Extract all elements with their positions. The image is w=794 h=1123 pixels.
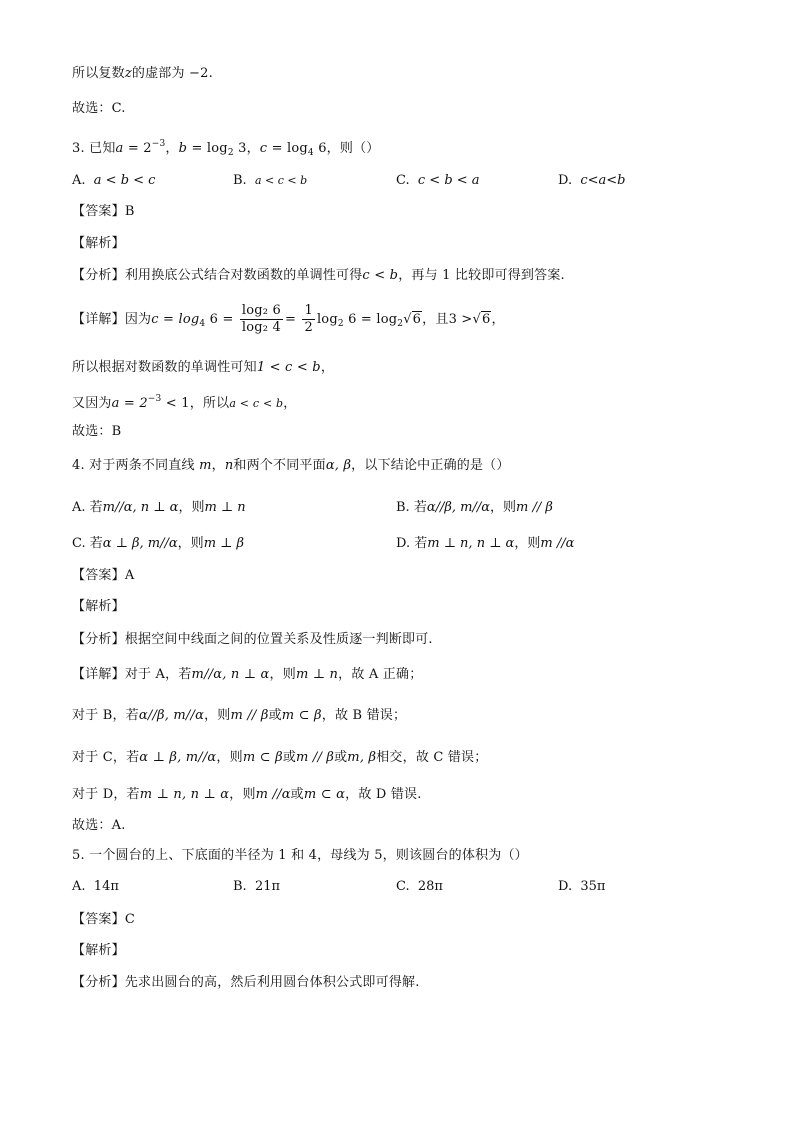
text: 的虚部为 xyxy=(131,66,185,81)
text: 或 xyxy=(268,708,282,723)
math: = 2 xyxy=(123,141,152,156)
sqrt: √6 xyxy=(472,312,491,327)
xiangjie-tag: 【详解】 xyxy=(72,312,125,327)
question-3-stem xyxy=(72,135,379,162)
text: 所以复数 xyxy=(72,66,125,81)
option-label: A. 若 xyxy=(72,500,103,515)
text-line xyxy=(72,390,297,413)
analysis-heading xyxy=(72,598,125,616)
option-a xyxy=(72,878,119,896)
math: 3 > xyxy=(448,312,473,327)
text: ， xyxy=(283,396,297,411)
text: ， xyxy=(165,141,179,156)
math-var: b xyxy=(178,141,188,156)
text: ，故 B 错误； xyxy=(321,708,407,723)
math: = xyxy=(285,312,297,327)
math: m // β xyxy=(230,708,269,723)
text-line xyxy=(72,786,422,804)
math-sup: −3 xyxy=(151,139,166,149)
text-line xyxy=(72,423,121,441)
text: 根据空间中线面之间的位置关系及性质逐一判断即可. xyxy=(124,632,433,647)
question-4-stem xyxy=(72,457,510,475)
option-b xyxy=(396,499,553,517)
math: c < b xyxy=(362,268,399,283)
math: log xyxy=(316,312,338,327)
text: ，以下结论中正确的是（） xyxy=(351,458,510,473)
math-sup: −3 xyxy=(147,394,162,404)
text: ，故 A 正确； xyxy=(338,667,423,682)
math-var: n xyxy=(224,458,234,473)
answer-line xyxy=(72,911,135,929)
option-d xyxy=(558,878,605,896)
math-var: z xyxy=(124,66,132,81)
math: < 1 xyxy=(161,396,190,411)
math: α ⊥ β, m//α xyxy=(139,750,217,765)
fenxi-line xyxy=(72,974,420,992)
analysis-tag: 【解析】 xyxy=(72,599,125,614)
option-premise: m ⊥ n, n ⊥ α xyxy=(427,536,515,551)
text-line xyxy=(72,65,213,83)
option-value: 28π xyxy=(417,879,443,894)
option-premise: α ⊥ β, m//α xyxy=(102,536,178,551)
math: m ⊥ n xyxy=(295,667,339,682)
math-sub: 2 xyxy=(397,319,404,329)
option-label: C. xyxy=(396,173,410,188)
math: α, β xyxy=(325,458,352,473)
text: 故选：A. xyxy=(72,818,126,833)
text: ，再与 1 比较即可得到答案. xyxy=(398,268,565,283)
xiangjie-tag: 【详解】 xyxy=(72,667,125,682)
math-value: −2 xyxy=(189,66,209,81)
fenxi-tag: 【分析】 xyxy=(72,975,125,990)
answer-line xyxy=(72,203,135,221)
math-sub: 2 xyxy=(337,319,344,329)
fraction-denominator: log₂ 4 xyxy=(241,320,282,335)
option-label: C. xyxy=(396,879,410,894)
option-value: 21π xyxy=(254,879,281,894)
fenxi-tag: 【分析】 xyxy=(72,632,125,647)
math: m ⊥ n, n ⊥ α xyxy=(139,787,230,802)
text: ， xyxy=(211,458,225,473)
option-conclusion: m // β xyxy=(516,500,553,515)
text: ， xyxy=(491,312,505,327)
fenxi-line xyxy=(72,267,565,285)
text: ，则 xyxy=(177,536,204,551)
math: m // β xyxy=(296,750,335,765)
text: 利用换底公式结合对数函数的单调性可得 xyxy=(124,268,363,283)
option-value: 14π xyxy=(93,879,119,894)
text-line xyxy=(72,707,406,725)
analysis-tag: 【解析】 xyxy=(72,236,125,251)
analysis-heading xyxy=(72,235,125,253)
math-sub: 4 xyxy=(307,148,314,158)
math: c = log xyxy=(151,312,200,327)
text: 或 xyxy=(334,750,348,765)
option-label: A. xyxy=(72,879,86,894)
text: 或 xyxy=(290,787,304,802)
math: α//β, m//α xyxy=(138,708,205,723)
option-label: B. xyxy=(233,879,247,894)
fenxi-tag: 【分析】 xyxy=(72,268,125,283)
fenxi-line xyxy=(72,631,433,649)
answer-value: A xyxy=(124,568,135,583)
text: ，且 xyxy=(422,312,449,327)
math-sub: 2 xyxy=(227,148,234,158)
option-label: B. 若 xyxy=(396,500,427,515)
math-var: c xyxy=(259,141,268,156)
text: 和两个不同平面 xyxy=(233,458,326,473)
math: a = 2 xyxy=(111,396,148,411)
option-value: 35π xyxy=(580,879,606,894)
option-c xyxy=(396,172,480,190)
option-value: c < b < a xyxy=(417,173,480,188)
text: 对于 A，若 xyxy=(124,667,192,682)
option-b xyxy=(233,878,280,896)
answer-tag: 【答案】 xyxy=(72,568,125,583)
math: = log xyxy=(267,141,308,156)
text: ，则 xyxy=(514,536,541,551)
math: 6 = log xyxy=(343,312,398,327)
text: 对于 C，若 xyxy=(72,750,140,765)
math-var: m xyxy=(199,458,212,473)
text: 先求出圆台的高，然后利用圆台体积公式即可得解. xyxy=(124,975,420,990)
option-d xyxy=(396,535,574,553)
option-label: B. xyxy=(233,173,247,188)
option-label: C. 若 xyxy=(72,536,103,551)
answer-tag: 【答案】 xyxy=(72,204,125,219)
text-line xyxy=(72,817,126,835)
text: 4. 对于两条不同直线 xyxy=(72,458,195,473)
answer-line xyxy=(72,567,134,585)
text: ，则 xyxy=(178,500,205,515)
fraction xyxy=(240,303,283,336)
fraction-numerator: log₂ 6 xyxy=(241,303,282,318)
text: 3. 已知 xyxy=(72,141,116,156)
text: ，则 xyxy=(204,708,231,723)
math: m ⊂ β xyxy=(242,750,283,765)
text: ，故 D 错误. xyxy=(345,787,422,802)
option-conclusion: m ⊥ n xyxy=(204,500,246,515)
option-label: D. 若 xyxy=(396,536,428,551)
sqrt: √6 xyxy=(403,312,422,327)
math-sub: 4 xyxy=(199,319,206,329)
text: ，则（） xyxy=(326,141,380,156)
text: 或 xyxy=(282,750,297,765)
fraction xyxy=(302,303,314,336)
math: m, β xyxy=(347,750,377,765)
math-var: a xyxy=(115,141,124,156)
text: ， xyxy=(320,360,335,375)
text-line xyxy=(72,359,334,377)
option-conclusion: m ⊥ β xyxy=(203,536,245,551)
option-value: a < c < b xyxy=(254,174,308,187)
text: ，则 xyxy=(490,500,517,515)
option-value: c<a<b xyxy=(580,173,626,188)
text: ，则 xyxy=(216,750,243,765)
analysis-tag: 【解析】 xyxy=(72,943,125,958)
text: . xyxy=(208,66,213,81)
math: 6 = xyxy=(205,312,234,327)
analysis-heading xyxy=(72,942,125,960)
text: 对于 D，若 xyxy=(72,787,140,802)
option-premise: m//α, n ⊥ α xyxy=(102,500,179,515)
option-d xyxy=(558,172,626,190)
text: 相交，故 C 错误； xyxy=(376,750,488,765)
option-label: A. xyxy=(72,173,86,188)
text: 因为 xyxy=(124,312,152,327)
math: a < c < b xyxy=(229,397,284,410)
text: 故选：B xyxy=(72,424,122,439)
text: ，则 xyxy=(269,667,296,682)
fraction-denominator: 2 xyxy=(304,320,313,335)
option-label: D. xyxy=(558,879,573,894)
answer-value: C xyxy=(124,912,135,927)
math: m//α, n ⊥ α xyxy=(191,667,270,682)
text: 又因为 xyxy=(72,396,112,411)
answer-tag: 【答案】 xyxy=(72,912,125,927)
text: 所以根据对数函数的单调性可知 xyxy=(72,360,257,375)
text-line xyxy=(72,100,126,118)
option-value: a < b < c xyxy=(93,173,156,188)
text: 故选：C. xyxy=(72,101,126,116)
option-a xyxy=(72,499,246,517)
text: ，所以 xyxy=(189,396,230,411)
option-c xyxy=(72,535,244,553)
math: 3 xyxy=(233,141,247,156)
option-label: D. xyxy=(558,173,573,188)
xiangjie-line xyxy=(72,300,505,340)
option-a xyxy=(72,172,155,190)
option-premise: α//β, m//α xyxy=(426,500,491,515)
math: m ⊂ α xyxy=(303,787,346,802)
text-line xyxy=(72,749,487,767)
xiangjie-line xyxy=(72,666,422,684)
math: 1 < c < b xyxy=(256,360,321,375)
text: 对于 B，若 xyxy=(72,708,139,723)
math: m ⊂ β xyxy=(281,708,322,723)
option-c xyxy=(396,878,443,896)
question-5-stem xyxy=(72,847,528,865)
math: = log xyxy=(187,141,228,156)
answer-value: B xyxy=(124,204,135,219)
math: m //α xyxy=(255,787,291,802)
sqrt-radicand: 6 xyxy=(412,312,422,327)
text: 5. 一个圆台的上、下底面的半径为 1 和 4，母线为 5，则该圆台的体积为（） xyxy=(72,848,528,863)
text: ，则 xyxy=(229,787,256,802)
option-conclusion: m //α xyxy=(540,536,575,551)
sqrt-radicand: 6 xyxy=(481,312,491,327)
text: ， xyxy=(246,141,260,156)
fraction-numerator: 1 xyxy=(304,303,313,318)
math: 6 xyxy=(313,141,327,156)
option-b xyxy=(233,172,307,190)
